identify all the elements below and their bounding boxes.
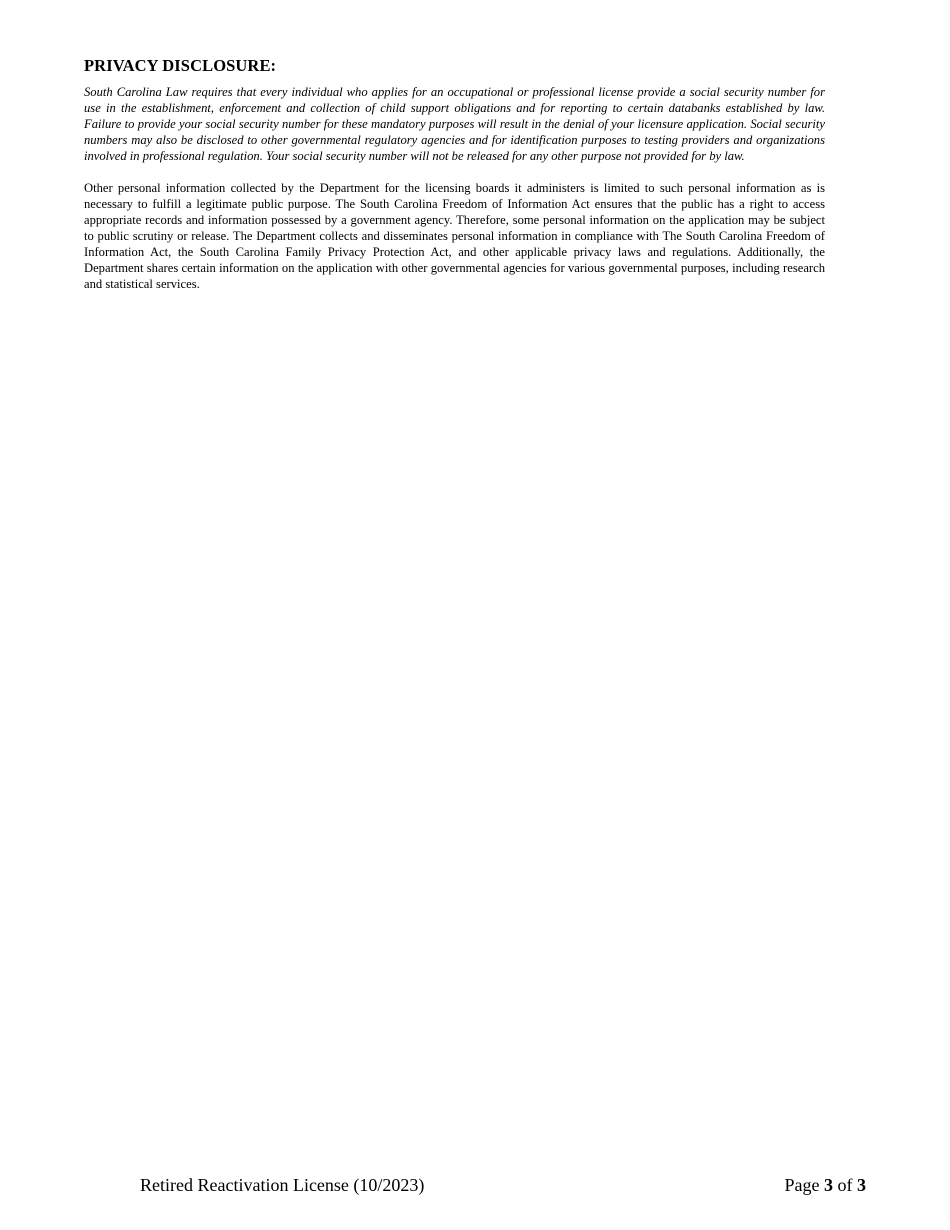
personal-information-paragraph: Other personal information collected by the Department for the licensing boards it administers is limited to such personal information as is necessary to fulfill a legitimate public purpose. The South Carolina Freedom of Information Act ensures that the public has a right to access appropriate records and information possessed by a government agency. Therefore, some personal information on the application may be subject to public scrutiny or release. The Department collects and disseminates personal information in compliance with The South Carolina Freedom of Information Act, the South Carolina Family Privacy Protection Act, and other applicable privacy laws and regulations. Additionally, the Department shares certain information on the application with other governmental agencies for various governmental purposes, including research and statistical services. bbox=[84, 181, 825, 291]
footer-page-number bbox=[785, 1174, 867, 1196]
page-label: Page bbox=[784, 1175, 820, 1195]
page-total: 3 bbox=[857, 1175, 866, 1195]
page-current: 3 bbox=[824, 1175, 833, 1195]
footer-form-name: Retired Reactivation License (10/2023) bbox=[140, 1175, 425, 1195]
page-of: of bbox=[837, 1175, 853, 1195]
section-heading: PRIVACY DISCLOSURE: bbox=[84, 56, 277, 75]
ssn-disclosure-paragraph: South Carolina Law requires that every individual who applies for an occupational or professional license provide a social security number for use in the establishment, enforcement and collection of child support obligations and for reporting to certain databanks established by law. Failure to provide your social security number for these mandatory purposes will result in the denial of your licensure application. Social security numbers may also be disclosed to other governmental regulatory agencies and for identification purposes to testing providers and organizations involved in professional regulation. Your social security number will not be released for any other purpose not provided for by law. bbox=[84, 85, 825, 163]
document-body bbox=[84, 56, 825, 292]
